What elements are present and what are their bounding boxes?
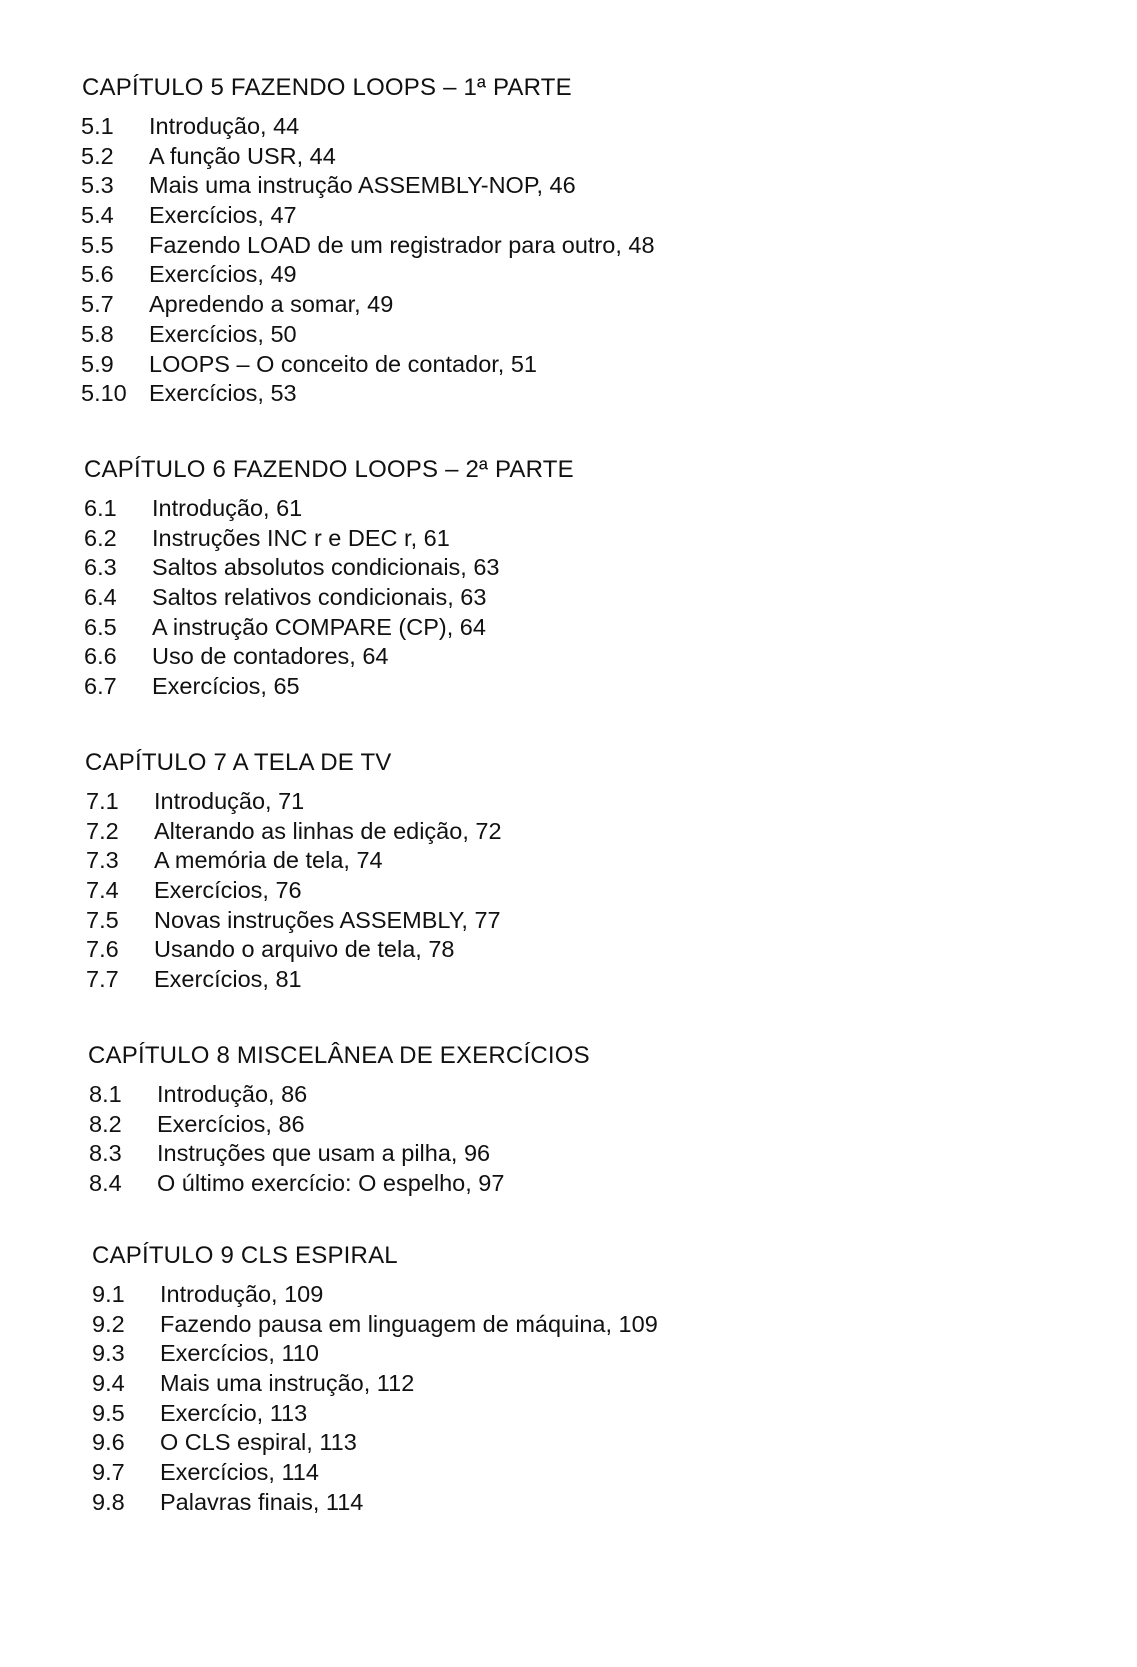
toc-entry [0,1111,1137,1141]
toc-entry [0,291,1137,321]
entry-text: LOOPS – O conceito de contador, 51 [149,350,537,377]
toc-entry [0,1340,1137,1370]
entry-number: 7.1 [86,788,119,814]
entry-text: Exercícios, 47 [149,202,297,229]
chapter-9-section [0,1241,1137,1519]
toc-entry [0,1081,1137,1111]
toc-entry [0,936,1137,966]
toc-entry [0,1459,1137,1489]
toc-entry [0,584,1137,614]
toc-entry [0,1281,1137,1311]
toc-entry [0,1489,1137,1519]
entry-number: 6.1 [84,495,117,521]
entry-text: Uso de contadores, 64 [152,643,389,670]
chapter-entries [0,113,1137,410]
toc-entry [0,554,1137,584]
entry-number: 9.1 [92,1281,125,1307]
entry-text: Introdução, 44 [149,113,300,139]
entry-number: 8.4 [89,1170,122,1197]
entry-text: Exercícios, 110 [160,1340,319,1367]
entry-text: A memória de tela, 74 [154,847,383,874]
entry-text: Introdução, 61 [152,495,303,521]
entry-text: Introdução, 86 [157,1081,308,1107]
entry-number: 5.10 [81,380,127,407]
toc-entry [0,1170,1137,1200]
entry-number: 8.3 [89,1140,122,1167]
entry-text: Exercícios, 114 [160,1459,319,1486]
toc-entry [0,673,1137,703]
entry-number: 6.4 [84,584,117,611]
entry-text: Exercícios, 49 [149,261,297,288]
toc-entry [0,614,1137,644]
entry-number: 6.3 [84,554,117,581]
toc-entry [0,113,1137,143]
chapter-7-section [0,748,1137,996]
chapter-title: CAPÍTULO 6 FAZENDO LOOPS – 2ª PARTE [84,456,574,483]
toc-entry [0,351,1137,381]
entry-text: Usando o arquivo de tela, 78 [154,936,455,963]
toc-entry [0,818,1137,848]
chapter-entries [0,1281,1137,1519]
toc-entry [0,1370,1137,1400]
entry-text: Novas instruções ASSEMBLY, 77 [154,906,501,933]
entry-number: 5.2 [81,142,114,169]
entry-text: Exercícios, 53 [149,380,297,407]
entry-number: 8.1 [89,1081,122,1107]
entry-text: Instruções INC r e DEC r, 61 [152,524,450,551]
entry-number: 9.5 [92,1399,125,1426]
entry-text: Alterando as linhas de edição, 72 [154,817,502,844]
chapter-8-section [0,1041,1137,1200]
entry-text: Exercício, 113 [160,1399,308,1426]
toc-entry [0,380,1137,410]
toc-entry [0,525,1137,555]
entry-text: Exercícios, 76 [154,877,302,904]
entry-number: 7.2 [86,817,119,844]
entry-number: 9.4 [92,1370,125,1397]
entry-number: 5.6 [81,261,114,288]
entry-text: Introdução, 109 [160,1281,324,1307]
toc-entry [0,261,1137,291]
entry-number: 7.6 [86,936,119,963]
chapter-title: CAPÍTULO 7 A TELA DE TV [85,749,392,776]
entry-number: 5.5 [81,231,114,258]
entry-number: 8.2 [89,1110,122,1137]
entry-text: O CLS espiral, 113 [160,1429,357,1456]
entry-text: Exercícios, 81 [154,966,302,993]
entry-text: Introdução, 71 [154,788,305,814]
entry-text: Fazendo pausa em linguagem de máquina, 109 [160,1310,658,1337]
toc-entry [0,907,1137,937]
entry-text: Mais uma instrução, 112 [160,1370,415,1397]
entry-number: 6.2 [84,524,117,551]
toc-entry [0,1311,1137,1341]
entry-number: 6.6 [84,643,117,670]
chapter-5-section [0,73,1137,410]
entry-number: 9.3 [92,1340,125,1367]
entry-text: A função USR, 44 [149,142,336,169]
entry-number: 6.5 [84,613,117,640]
toc-entry [0,172,1137,202]
toc-entry [0,232,1137,262]
entry-number: 7.5 [86,906,119,933]
entry-text: Exercícios, 86 [157,1110,305,1137]
entry-number: 9.7 [92,1459,125,1486]
entry-text: O último exercício: O espelho, 97 [157,1170,505,1197]
entry-text: Mais uma instrução ASSEMBLY-NOP, 46 [149,172,576,199]
toc-entry [0,966,1137,996]
entry-text: Palavras finais, 114 [160,1488,364,1515]
chapter-entries [0,788,1137,996]
entry-text: Exercícios, 50 [149,320,297,347]
toc-entry [0,495,1137,525]
entry-text: Instruções que usam a pilha, 96 [157,1140,491,1167]
chapter-entries [0,1081,1137,1200]
entry-number: 9.6 [92,1429,125,1456]
toc-entry [0,1140,1137,1170]
entry-number: 7.3 [86,847,119,874]
entry-number: 5.3 [81,172,114,199]
entry-text: Saltos relativos condicionais, 63 [152,584,487,611]
toc-entry [0,877,1137,907]
entry-number: 5.8 [81,320,114,347]
entry-number: 7.4 [86,877,119,904]
chapter-title: CAPÍTULO 5 FAZENDO LOOPS – 1ª PARTE [82,74,572,101]
entry-number: 9.2 [92,1310,125,1337]
toc-entry [0,143,1137,173]
toc-entry [0,1400,1137,1430]
entry-text: Apredendo a somar, 49 [149,291,394,318]
chapter-entries [0,495,1137,703]
chapter-title: CAPÍTULO 9 CLS ESPIRAL [92,1242,398,1269]
entry-number: 6.7 [84,673,117,700]
entry-number: 9.8 [92,1488,125,1515]
toc-entry [0,202,1137,232]
toc-entry [0,788,1137,818]
chapter-6-section [0,455,1137,703]
entry-number: 5.9 [81,350,114,377]
entry-text: A instrução COMPARE (CP), 64 [152,613,486,640]
entry-number: 5.4 [81,202,114,229]
entry-text: Fazendo LOAD de um registrador para outro, 48 [149,231,655,258]
entry-text: Saltos absolutos condicionais, 63 [152,554,500,581]
entry-number: 5.7 [81,291,114,318]
toc-entry [0,321,1137,351]
entry-text: Exercícios, 65 [152,673,300,700]
entry-number: 5.1 [81,113,114,139]
toc-entry [0,643,1137,673]
toc-entry [0,847,1137,877]
toc-entry [0,1429,1137,1459]
entry-number: 7.7 [86,966,119,993]
chapter-title: CAPÍTULO 8 MISCELÂNEA DE EXERCÍCIOS [88,1042,590,1069]
